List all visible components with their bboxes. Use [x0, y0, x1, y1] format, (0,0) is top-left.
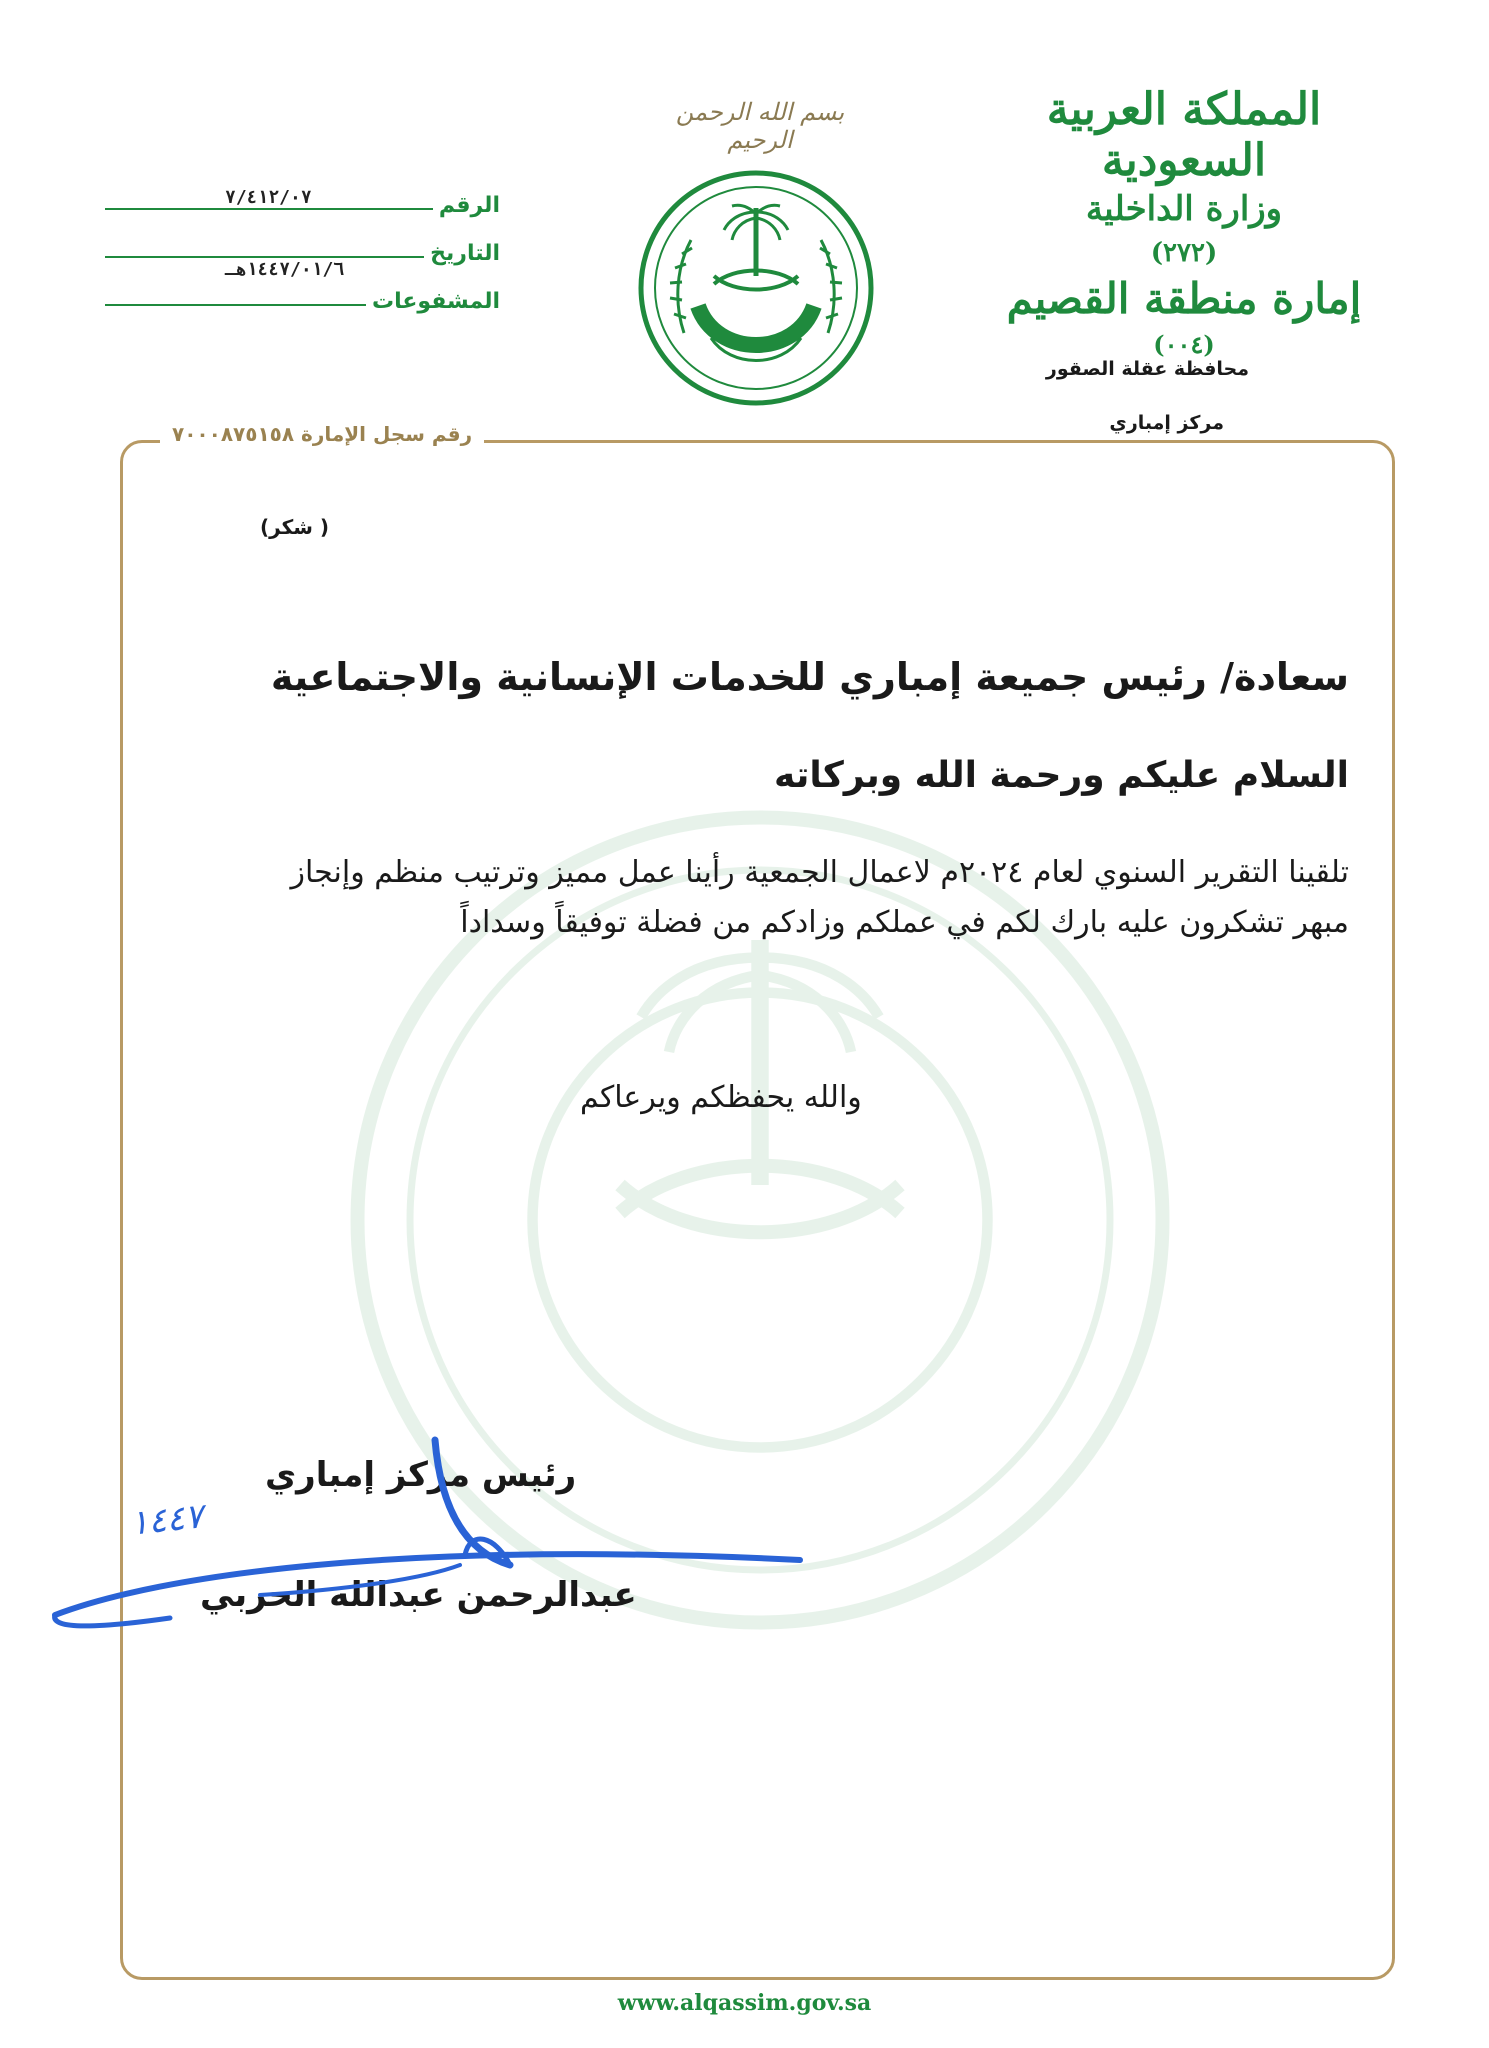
footer-website: www.alqassim.gov.sa [617, 1990, 872, 2016]
ministry-name: وزارة الداخلية [1085, 189, 1283, 230]
reference-attachments-label: المشفوعات [366, 289, 500, 314]
emirate-code: (٠٠٤) [1153, 330, 1215, 360]
ministry-header [969, 85, 1399, 359]
center-name: مركز إمباري [1109, 412, 1224, 434]
ministry-code: (٢٧٢) [1150, 238, 1218, 269]
ministry-emblem-icon [636, 168, 876, 408]
governorate-name: محافظة عقلة الصقور [1045, 358, 1249, 380]
letter-closing: والله يحفظكم ويرعاكم [580, 1080, 862, 1115]
handwritten-year: ١٤٤٧ [128, 1496, 205, 1544]
signatory-name: عبدالرحمن عبدالله الحربي [200, 1575, 637, 1615]
reference-number-value: ٧/٤١٢/٠٧ [225, 187, 312, 208]
letter-subject: ( شكر) [260, 515, 329, 539]
reference-attachments-row [105, 259, 500, 314]
letter-greeting: السلام عليكم ورحمة الله وبركاته [774, 755, 1349, 796]
reference-number-row [105, 170, 500, 218]
signatory-title: رئيس مركز إمباري [265, 1455, 577, 1495]
emirate-name: إمارة منطقة القصيم [1006, 274, 1362, 324]
basmala-calligraphy: بسم الله الرحمن الرحيم [675, 98, 845, 154]
registration-number-label: رقم سجل الإمارة ٧٠٠٠٨٧٥١٥٨ [160, 422, 484, 446]
reference-date-label: التاريخ [424, 241, 500, 266]
kingdom-name: المملكة العربية السعودية [1046, 84, 1322, 186]
reference-date-value: ١٤٤٧/٠١/٦هـ [225, 259, 345, 280]
reference-number-label: الرقم [433, 193, 500, 218]
letter-body: تلقينا التقرير السنوي لعام ٢٠٢٤م لاعمال الجمعية رأينا عمل مميز وترتيب منظم وإنجاز مبهر تشكرون عليه بارك لكم في عملكم وزادكم من فضلة توفيقاً وسداداً [290, 855, 1349, 940]
reference-fields [105, 170, 500, 314]
letter-addressee: سعادة/ رئيس جميعة إمباري للخدمات الإنسانية والاجتماعية [270, 655, 1349, 699]
